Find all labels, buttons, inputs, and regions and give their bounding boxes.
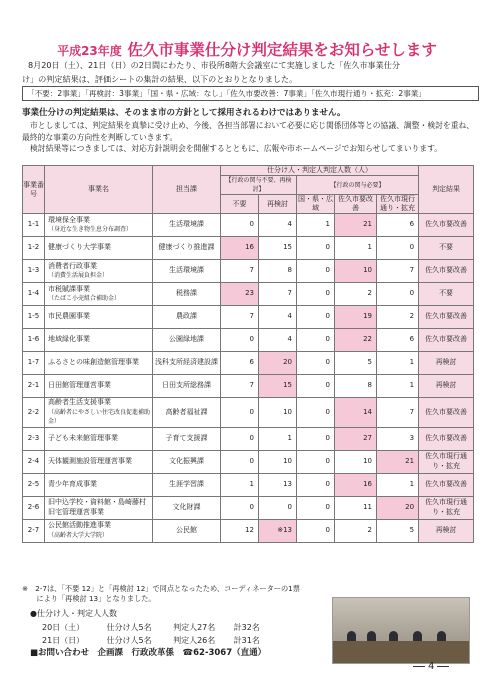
row-name (45, 283, 153, 306)
row-count: 6 (221, 352, 259, 375)
row-no: 1-7 (23, 352, 45, 375)
row-count: 7 (221, 260, 259, 283)
row-no: 2-3 (23, 427, 45, 450)
row-result: 再検討 (419, 352, 474, 375)
row-count: 4 (259, 329, 297, 352)
stats-day: 20日（土） (42, 622, 85, 632)
row-count: 21 (335, 214, 377, 237)
row-no: 2-6 (23, 496, 45, 519)
row-name (45, 427, 153, 450)
row-name (45, 473, 153, 496)
row-name (45, 260, 153, 283)
row-count: 0 (297, 519, 335, 542)
row-dept: 高齢者福祉課 (153, 398, 221, 428)
row-dept: 文化振興課 (153, 450, 221, 473)
table-row (23, 398, 474, 428)
row-count: 10 (335, 450, 377, 473)
table-row (23, 260, 474, 283)
row-count: 1 (377, 473, 419, 496)
row-count: 0 (377, 283, 419, 306)
row-dept: 公園緑地課 (153, 329, 221, 352)
row-no: 2-5 (23, 473, 45, 496)
row-count: 0 (221, 329, 259, 352)
page-number-text: 4 (428, 661, 435, 672)
row-name (45, 329, 153, 352)
page-number (410, 661, 452, 672)
stats-a: 仕分け人5名 (106, 622, 152, 632)
header-c4: 佐久市要改善 (335, 195, 377, 214)
row-count: 0 (221, 214, 259, 237)
row-count: 0 (221, 450, 259, 473)
row-count: 10 (259, 398, 297, 428)
row-count: 15 (259, 375, 297, 398)
row-count: 0 (297, 283, 335, 306)
page-title (0, 38, 494, 60)
row-count: 8 (335, 375, 377, 398)
row-count: 0 (221, 496, 259, 519)
row-result: 佐久市要改善 (419, 473, 474, 496)
table-row (23, 237, 474, 260)
intro-text (22, 58, 477, 86)
row-count: 7 (221, 306, 259, 329)
row-count: 7 (259, 283, 297, 306)
row-count: 0 (297, 398, 335, 428)
row-count: 7 (377, 260, 419, 283)
row-no: 1-4 (23, 283, 45, 306)
header-result: 判定結果 (419, 166, 474, 214)
row-count: 1 (259, 427, 297, 450)
row-count: 8 (259, 260, 297, 283)
row-name-text: 公民館活動推進事業 (48, 521, 111, 529)
row-no: 2-2 (23, 398, 45, 428)
body-text (22, 120, 477, 155)
row-count: 1 (377, 352, 419, 375)
row-count: 10 (335, 260, 377, 283)
table-row (23, 519, 474, 542)
row-count: 1 (221, 473, 259, 496)
row-name-text: 子ども未来館管理事業 (48, 433, 118, 442)
row-count: 3 (377, 427, 419, 450)
row-result: 再検討 (419, 519, 474, 542)
row-dept: 日田支所総務課 (153, 375, 221, 398)
row-dept: 子育て支援課 (153, 427, 221, 450)
table-row (23, 214, 474, 237)
row-count: 0 (259, 496, 297, 519)
row-name (45, 214, 153, 237)
row-name-text: 環境保全事業 (48, 215, 90, 224)
table-row (23, 306, 474, 329)
results-table (22, 165, 474, 543)
row-count: 0 (297, 237, 335, 260)
header-c2: 再検討 (259, 195, 297, 214)
row-count: 1 (377, 375, 419, 398)
row-name-text: 消費者行政事業 (48, 261, 97, 270)
stats-day: 21日（日） (42, 636, 85, 645)
row-count: 6 (377, 214, 419, 237)
row-count: 7 (221, 375, 259, 398)
row-result: 佐久市現行通り・拡充 (419, 496, 474, 519)
row-no: 1-6 (23, 329, 45, 352)
row-dept: 公民館 (153, 519, 221, 542)
body-paragraph: 市としましては、判定結果を真摯に受け止め、今後、各担当部署において必要に応じ関係団体等との協議、調整・検討を重ね、最終的な事業の方向性を判断していきます。 (22, 121, 475, 142)
title-main: 佐久市事業仕分け判定結果をお知らせします (127, 41, 437, 59)
row-no: 1-1 (23, 214, 45, 237)
intro-line: け」の判定結果は、評価シートの集計の結果、以下のとおりとなりました。 (22, 74, 298, 84)
row-count: 21 (377, 450, 419, 473)
row-name-text: 高齢者生活支援事業 (48, 398, 111, 406)
row-name (45, 519, 153, 542)
row-count: 14 (335, 398, 377, 428)
row-result: 佐久市要改善 (419, 329, 474, 352)
row-count: 22 (335, 329, 377, 352)
title-prefix: 平成23年度 (57, 44, 122, 58)
row-dept: 生活環境課 (153, 214, 221, 237)
row-count: 2 (377, 306, 419, 329)
row-count: 0 (297, 306, 335, 329)
row-result: 再検討 (419, 375, 474, 398)
row-no: 2-7 (23, 519, 45, 542)
table-row (23, 473, 474, 496)
row-result: 佐久市要改善 (419, 306, 474, 329)
row-count: 16 (335, 473, 377, 496)
notice-heading: 事業仕分けの判定結果は、そのまま市の方針として採用されるわけではありません。 (22, 108, 346, 118)
row-count: 12 (221, 519, 259, 542)
row-count: ※13 (259, 519, 297, 542)
row-count: 16 (221, 237, 259, 260)
row-no: 1-5 (23, 306, 45, 329)
row-count: 10 (259, 450, 297, 473)
row-count: 13 (259, 473, 297, 496)
stats-a: 仕分け人5名 (106, 636, 152, 645)
row-result: 佐久市要改善 (419, 260, 474, 283)
row-name (45, 237, 153, 260)
stats-b: 判定人26名 (173, 636, 216, 645)
row-result: 佐久市現行通り・拡充 (419, 450, 474, 473)
table-row (23, 496, 474, 519)
row-name-text: 市民農園事業 (48, 312, 90, 321)
row-count: 4 (259, 306, 297, 329)
row-name (45, 450, 153, 473)
table-row (23, 450, 474, 473)
row-count: 20 (259, 352, 297, 375)
row-result: 不要 (419, 283, 474, 306)
row-count: 23 (221, 283, 259, 306)
row-no: 1-3 (23, 260, 45, 283)
stats-c: 計31名 (233, 636, 260, 645)
table-row (23, 329, 474, 352)
row-count: 2 (335, 519, 377, 542)
header-c1: 不要 (221, 195, 259, 214)
row-name-sub: （身近な生き物生息分布調査） (48, 226, 133, 233)
row-dept: 生涯学習課 (153, 473, 221, 496)
stats-c: 計32名 (233, 622, 260, 632)
row-name (45, 352, 153, 375)
row-count: 2 (335, 283, 377, 306)
row-name-sub: （高齢者大学大学院） (48, 531, 109, 539)
row-dept: 税務課 (153, 283, 221, 306)
table-row (23, 352, 474, 375)
table-row (23, 283, 474, 306)
intro-line: 8月20日（土）、21日（日）の2日間にわたり、市役所8階大会議室にて実施しました「佐久市事業仕分 (28, 60, 400, 70)
row-name-text: 旧中込学校・資料館・島崎藤村旧宅管理運営事業 (48, 498, 146, 516)
header-c3: 国・県・広域 (298, 195, 333, 212)
summary-box: 「不要：2事業」「再検討：3事業」「国・県・広域：なし」「佐久市要改善：7事業」「佐久市現行通り・拡充：2事業」 (22, 86, 479, 101)
row-count: 0 (377, 237, 419, 260)
row-no: 2-1 (23, 375, 45, 398)
row-count: 0 (221, 427, 259, 450)
row-dept: 浅科支所経済建設課 (153, 352, 221, 375)
row-count: 27 (335, 427, 377, 450)
header-c5: 佐久市現行通り・拡充 (377, 195, 419, 214)
row-result: 佐久市要改善 (419, 214, 474, 237)
row-count: 0 (297, 496, 335, 519)
row-count: 5 (377, 519, 419, 542)
row-dept: 文化財課 (153, 496, 221, 519)
meeting-photo (332, 597, 470, 664)
row-count: 0 (297, 450, 335, 473)
header-group: 仕分け人・判定人判定人数（人） (221, 166, 419, 176)
row-name-text: 健康づくり大学事業 (48, 243, 111, 252)
row-dept: 生活環境課 (153, 260, 221, 283)
row-count: 6 (377, 329, 419, 352)
footnote-line: ※ 2-7は、「不要 12」と「再検討 12」で同点となったため、コーディネーターの1票 (22, 584, 300, 593)
row-count: 0 (297, 473, 335, 496)
row-result: 佐久市要改善 (419, 398, 474, 428)
row-count: 7 (377, 398, 419, 428)
header-dept: 担当課 (153, 166, 221, 214)
header-sub2: 【行政の関与必要】 (297, 176, 419, 195)
header-sub1: 【行政の関与不要、再検討】 (221, 176, 297, 195)
row-no: 1-2 (23, 237, 45, 260)
row-name-text: 天体観測施設管理運営事業 (48, 456, 132, 465)
row-count: 19 (335, 306, 377, 329)
row-count: 20 (377, 496, 419, 519)
body-paragraph: 検討結果等につきましては、対応方針説明会を開催するとともに、広報や市ホームページでお知らせしてまいります。 (30, 144, 443, 153)
table-row (23, 375, 474, 398)
row-name-text: 地域緑化事業 (48, 335, 90, 344)
row-name (45, 306, 153, 329)
header-no: 事業番号 (23, 166, 45, 214)
row-dept: 健康づくり推進課 (153, 237, 221, 260)
row-count: 0 (297, 329, 335, 352)
row-name-text: 青少年育成事業 (48, 479, 97, 488)
row-count: 1 (335, 237, 377, 260)
row-name-sub: （消費生活展負担金） (48, 272, 109, 279)
row-name-text: 市税賦課事業 (48, 284, 90, 293)
stats-heading: ●仕分け人・判定人人数 (30, 609, 117, 618)
row-count: 5 (335, 352, 377, 375)
row-dept: 農政課 (153, 306, 221, 329)
row-count: 0 (297, 260, 335, 283)
stats-row (30, 621, 260, 635)
row-count: 0 (297, 375, 335, 398)
row-name (45, 375, 153, 398)
row-count: 0 (221, 398, 259, 428)
row-result: 佐久市要改善 (419, 427, 474, 450)
footnote-line: により「再検討 13」となりました。 (22, 594, 156, 603)
stats-block (30, 607, 260, 648)
row-name-sub: （たばこ小売組合補助金） (48, 295, 121, 302)
table-row (23, 427, 474, 450)
footnote (22, 584, 300, 604)
row-name-text: ふるさとの味創造館管理事業 (48, 358, 139, 367)
row-count: 15 (259, 237, 297, 260)
row-count: 4 (259, 214, 297, 237)
row-name (45, 398, 153, 428)
row-count: 11 (335, 496, 377, 519)
row-count: 0 (297, 427, 335, 450)
row-count: 0 (297, 352, 335, 375)
row-no: 2-4 (23, 450, 45, 473)
contact-info: ■お問い合わせ 企画課 行政改革係 ☎62-3067（直通） (30, 648, 267, 658)
row-count: 1 (297, 214, 335, 237)
row-result: 不要 (419, 237, 474, 260)
row-name-text: 日田館管理運営事業 (48, 381, 111, 390)
header-name: 事業名 (45, 166, 153, 214)
row-name-sub: （高齢者にやさしい住宅改良促進補助金） (48, 408, 151, 425)
row-name (45, 496, 153, 519)
stats-b: 判定人27名 (173, 622, 216, 632)
